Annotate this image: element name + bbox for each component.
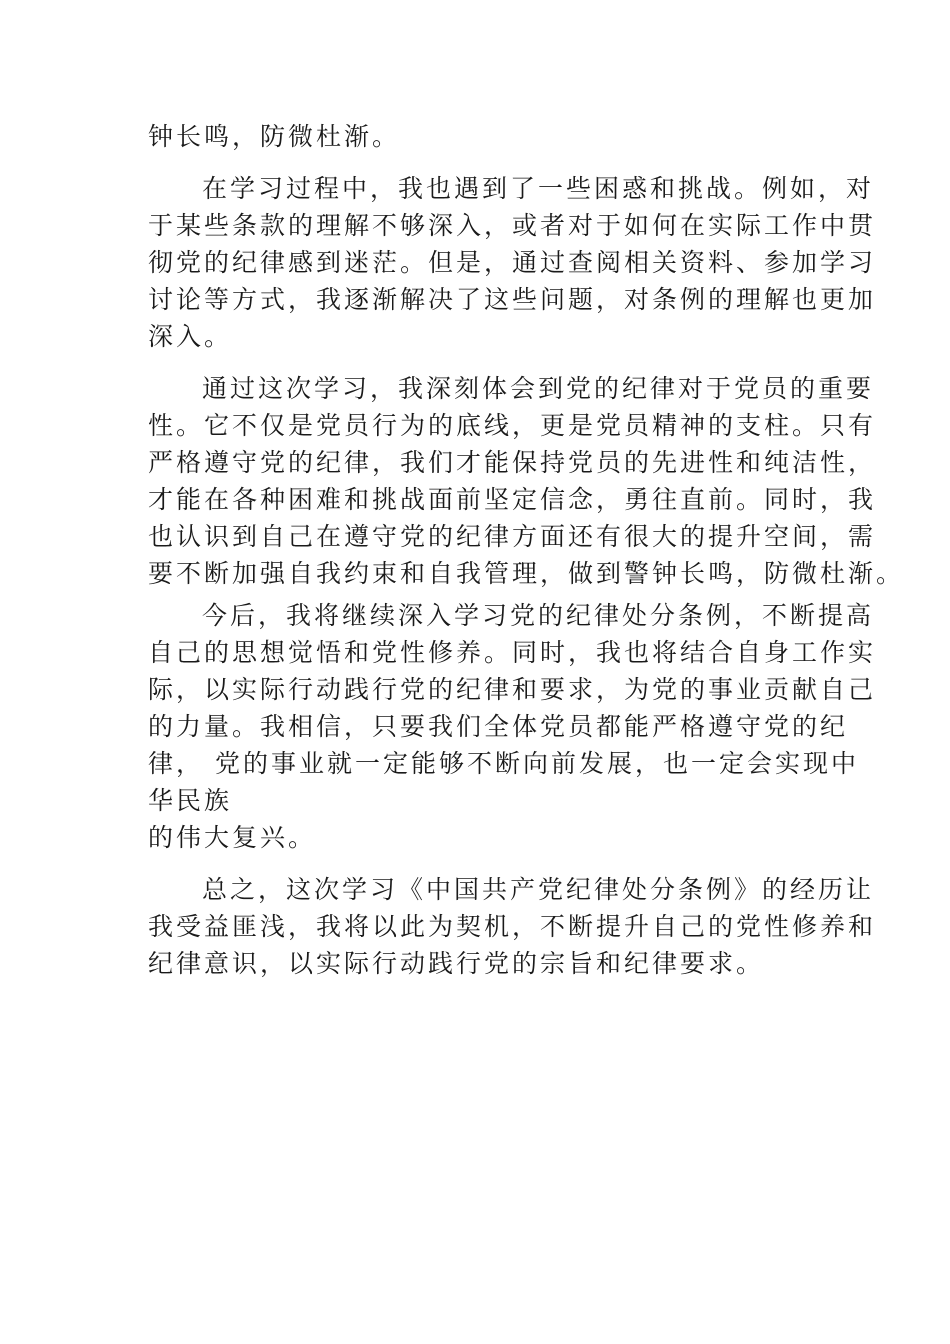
paragraph-line: 总之，这次学习《中国共产党纪律处分条例》的经历让 — [202, 875, 875, 904]
paragraph-line: 严格遵守党的纪律，我们才能保持党员的先进性和纯洁性， — [148, 448, 877, 477]
paragraph-line: 于某些条款的理解不够深入，或者对于如何在实际工作中贯 — [148, 211, 877, 240]
paragraph-line: 讨论等方式，我逐渐解决了这些问题，对条例的理解也更加 — [148, 285, 877, 314]
paragraph-line: 的伟大复兴。 — [148, 823, 317, 852]
document-body — [148, 118, 905, 982]
paragraph-line: 要不断加强自我约束和自我管理，做到警钟长鸣，防微杜渐。 — [148, 559, 905, 588]
paragraph-line: 自己的思想觉悟和党性修养。同时，我也将结合自身工作实 — [148, 638, 877, 667]
paragraph-line: 我受益匪浅，我将以此为契机，不断提升自己的党性修养和 — [148, 912, 877, 941]
paragraph-line: 才能在各种困难和挑战面前坚定信念，勇往直前。同时，我 — [148, 485, 877, 514]
paragraph-line: 际，以实际行动践行党的纪律和要求，为党的事业贡献自己 — [148, 675, 877, 704]
paragraph-line: 性。它不仅是党员行为的底线，更是党员精神的支柱。只有 — [148, 411, 877, 440]
paragraph-line: 律， 党的事业就一定能够不断向前发展，也一定会实现中 — [148, 749, 859, 778]
paragraph-line: 的力量。我相信，只要我们全体党员都能严格遵守党的纪 — [148, 712, 849, 741]
paragraph-line: 也认识到自己在遵守党的纪律方面还有很大的提升空间，需 — [148, 522, 877, 551]
paragraph-line: 彻党的纪律感到迷茫。但是，通过查阅相关资料、参加学习 — [148, 248, 877, 277]
paragraph-line: 通过这次学习，我深刻体会到党的纪律对于党员的重要 — [202, 374, 875, 403]
paragraph-line: 在学习过程中，我也遇到了一些困惑和挑战。例如，对 — [202, 174, 875, 203]
paragraph-line: 今后，我将继续深入学习党的纪律处分条例，不断提高 — [202, 601, 875, 630]
paragraph-line: 华民族 — [148, 786, 233, 815]
paragraph-line: 钟长鸣，防微杜渐。 — [148, 122, 401, 151]
paragraph-line: 深入。 — [148, 322, 233, 351]
paragraph-line: 纪律意识，以实际行动践行党的宗旨和纪律要求。 — [148, 949, 765, 978]
